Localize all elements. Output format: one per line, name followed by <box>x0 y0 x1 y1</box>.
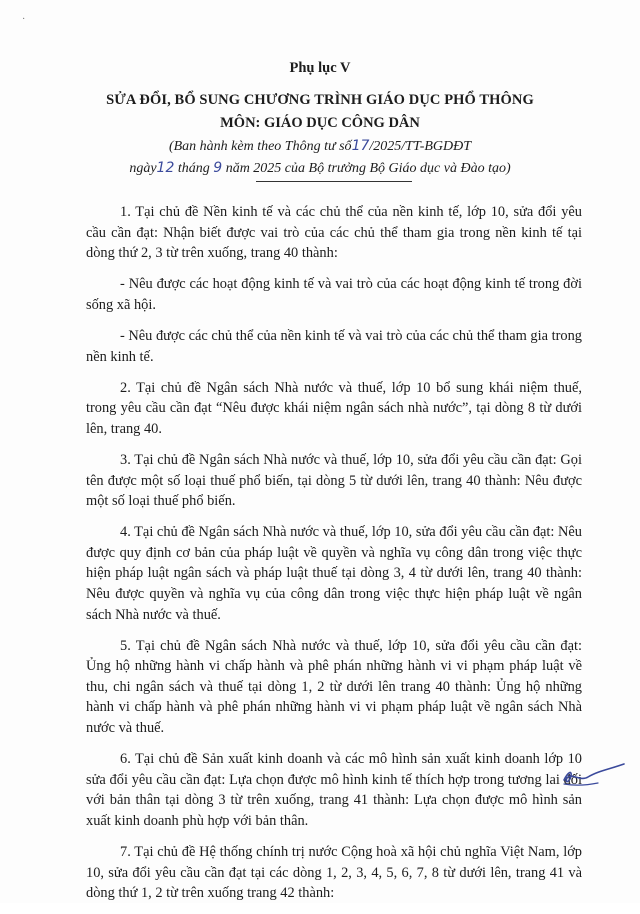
paragraph-1: 1. Tại chủ đề Nền kinh tế và các chủ thể của nền kinh tế, lớp 10, sửa đổi yêu cầu cần đạt: Nhận biết được vai trò của các chủ thể tham gia trong nền kinh tế tại dòng thứ 2, 3 từ trên xuống, trang 40 thành: <box>86 204 582 262</box>
paragraph-6: 6. Tại chủ đề Sản xuất kinh doanh và các mô hình sản xuất kinh doanh lớp 10 sửa đổi yêu cầu cần đạt: Lựa chọn được mô hình kinh tế thích hợp trong tương lai đối với bản thân tại dòng 3 từ trên xuống, trang 41 thành: Lựa chọn được mô hình sản xuất kinh doanh phù hợp với bản thân. <box>86 751 582 829</box>
handwritten-number: 17 <box>351 138 370 154</box>
issued-suffix: /2025/TT-BGDĐT <box>369 139 472 154</box>
document-title-line-2: MÔN: GIÁO DỤC CÔNG DÂN <box>220 115 420 131</box>
paragraph-1-bullet-1: - Nêu được các hoạt động kinh tế và vai trò của các hoạt động kinh tế trong đời sống xã hội. <box>86 276 582 313</box>
scan-speck: · <box>22 14 26 25</box>
handwritten-month: 9 <box>213 160 223 176</box>
issued-month-prefix: tháng <box>177 161 210 176</box>
paragraph-4: 4. Tại chủ đề Ngân sách Nhà nước và thuế, lớp 10, sửa đổi yêu cầu cần đạt: Nêu được quy định cơ bản của pháp luật về quyền và nghĩa vụ công dân trong việc thực hiện pháp luật ngân sách và pháp luật thuế tại dòng 3, 4 từ dưới lên, trang 40 thành: Nêu được quyền và nghĩa vụ của công dân trong việc thực hiện pháp luật về ngân sách Nhà nước và thuế. <box>86 524 582 623</box>
title-underline <box>256 181 412 182</box>
issued-tail: năm 2025 của Bộ trưởng Bộ Giáo dục và Đào tạo) <box>225 161 511 176</box>
issued-by-line-2 <box>0 160 640 177</box>
issued-prefix: (Ban hành kèm theo Thông tư số <box>168 139 352 154</box>
appendix-title: Phụ lục V <box>289 60 351 76</box>
paragraph-1-bullet-2: - Nêu được các chủ thể của nền kinh tế và vai trò của các chủ thể tham gia trong nền kinh tế. <box>86 327 582 365</box>
paragraph-3: 3. Tại chủ đề Ngân sách Nhà nước và thuế, lớp 10, sửa đổi yêu cầu cần đạt: Gọi tên được một số loại thuế phổ biến, tại dòng 5 từ dưới lên, trang 40 thành: Nêu được một số loại thuế phổ biến. <box>86 451 582 510</box>
document-body <box>86 202 582 914</box>
document-title-line-1: SỬA ĐỔI, BỔ SUNG CHƯƠNG TRÌNH GIÁO DỤC PHỔ THÔNG <box>106 92 534 108</box>
paragraph-7: 7. Tại chủ đề Hệ thống chính trị nước Cộng hoà xã hội chủ nghĩa Việt Nam, lớp 10, sửa đổi yêu cầu cần đạt tại các dòng 1, 2, 3, 4, 5, 6, 7, 8 từ dưới lên, trang 41 và dòng thứ 1, 2 từ trên xuống trang 42 thành: <box>86 844 582 902</box>
initials-signature <box>558 760 628 788</box>
issued-by-line-1 <box>0 138 640 155</box>
handwritten-day: 12 <box>156 160 175 176</box>
paragraph-5: 5. Tại chủ đề Ngân sách Nhà nước và thuế, lớp 10, sửa đổi yêu cầu cần đạt: Ủng hộ những hành vi chấp hành và phê phán những hành vi vi phạm pháp luật về thu, chi ngân sách và thuế tại dòng 1, 2 từ dưới lên trang 40 thành: Ủng hộ những hành vi chấp hành và phê phán những hành vi vi phạm pháp luật về ngân sách Nhà nước và thuế. <box>86 637 582 737</box>
issued-day-prefix: ngày <box>129 161 157 176</box>
paragraph-2: 2. Tại chủ đề Ngân sách Nhà nước và thuế, lớp 10 bổ sung khái niệm thuế, trong yêu cầu cần đạt “Nêu được khái niệm ngân sách nhà nước”, tại dòng 8 từ dưới lên, trang 40. <box>86 379 582 437</box>
